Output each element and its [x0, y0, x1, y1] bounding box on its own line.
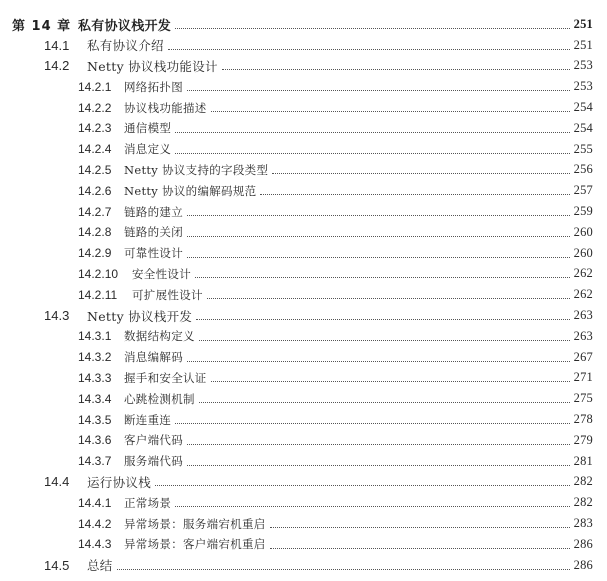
- page-number: 259: [573, 204, 593, 219]
- section-number: 14.2.1: [78, 79, 112, 94]
- section-title: Netty 协议支持的字段类型: [124, 162, 269, 177]
- page-number: 251: [573, 37, 593, 52]
- dot-leader: [187, 465, 570, 466]
- page-number: 271: [573, 370, 593, 385]
- section-number: 14.2.7: [78, 204, 112, 219]
- dot-leader: [168, 49, 570, 50]
- page-number: 278: [573, 412, 593, 427]
- dot-leader: [270, 527, 570, 528]
- toc-subsection-row[interactable]: [0, 139, 607, 160]
- toc-section-row[interactable]: [0, 35, 607, 56]
- toc-subsection-row[interactable]: [0, 513, 607, 534]
- section-number: 14.2.6: [78, 183, 112, 198]
- toc-chapter-heading[interactable]: [0, 14, 607, 35]
- section-number: 14.2: [44, 58, 70, 74]
- page-number: 260: [573, 245, 593, 260]
- dot-leader: [270, 548, 570, 549]
- toc-subsection-row[interactable]: [0, 222, 607, 243]
- toc-section-row[interactable]: [0, 305, 607, 326]
- section-title: 链路的关闭: [124, 225, 183, 240]
- section-number: 14.4.1: [78, 495, 112, 510]
- toc-subsection-row[interactable]: [0, 118, 607, 139]
- page-number: 263: [573, 328, 593, 343]
- dot-leader: [175, 132, 569, 133]
- dot-leader: [175, 153, 569, 154]
- page-number: 286: [573, 536, 593, 551]
- section-title: 客户端代码: [124, 433, 183, 448]
- section-title: 私有协议介绍: [87, 38, 164, 54]
- section-number: 14.1: [44, 37, 70, 53]
- toc-subsection-row[interactable]: [0, 430, 607, 451]
- section-title: 通信模型: [124, 121, 172, 136]
- dot-leader: [187, 361, 570, 362]
- section-number: 14.2.11: [78, 287, 118, 302]
- section-number: 14.2.2: [78, 100, 112, 115]
- section-number: 14.3.1: [78, 329, 112, 344]
- page-number: 267: [573, 349, 593, 364]
- section-number: 14.3.5: [78, 412, 112, 427]
- dot-leader: [187, 236, 570, 237]
- dot-leader: [199, 402, 570, 403]
- chapter-title: 私有协议栈开发: [78, 18, 172, 34]
- toc-section-row[interactable]: [0, 555, 607, 576]
- dot-leader: [117, 569, 570, 570]
- page-number: 262: [573, 266, 593, 281]
- dot-leader: [211, 381, 570, 382]
- section-number: 14.4.2: [78, 516, 112, 531]
- dot-leader: [196, 319, 569, 320]
- page-number: 253: [573, 58, 593, 73]
- dot-leader: [260, 194, 569, 195]
- section-title: 消息定义: [124, 142, 172, 157]
- section-title: 消息编解码: [124, 350, 183, 365]
- page-number: 286: [573, 557, 593, 572]
- section-title: Netty 协议栈开发: [87, 308, 193, 324]
- dot-leader: [272, 173, 569, 174]
- toc-subsection-row[interactable]: [0, 264, 607, 285]
- section-number: 14.3.6: [78, 433, 112, 448]
- toc-section-row[interactable]: [0, 56, 607, 77]
- section-title: Netty 协议栈功能设计: [87, 58, 218, 74]
- page-number: 256: [573, 162, 593, 177]
- chapter-number: 第 14 章: [12, 18, 72, 34]
- page-number: 254: [573, 100, 593, 115]
- dot-leader: [222, 69, 570, 70]
- table-of-contents: [0, 14, 607, 576]
- section-title: 总结: [87, 558, 113, 574]
- toc-subsection-row[interactable]: [0, 388, 607, 409]
- page-number: 282: [573, 495, 593, 510]
- dot-leader: [187, 215, 570, 216]
- toc-subsection-row[interactable]: [0, 409, 607, 430]
- section-title: 协议栈功能描述: [124, 100, 207, 115]
- section-number: 14.3.7: [78, 454, 112, 469]
- toc-subsection-row[interactable]: [0, 76, 607, 97]
- page-number: 260: [573, 224, 593, 239]
- page-number: 281: [573, 453, 593, 468]
- dot-leader: [155, 485, 570, 486]
- dot-leader: [187, 90, 570, 91]
- toc-section-row[interactable]: [0, 472, 607, 493]
- section-title: 心跳检测机制: [124, 391, 195, 406]
- dot-leader: [187, 444, 570, 445]
- toc-subsection-row[interactable]: [0, 243, 607, 264]
- section-title: 可靠性设计: [124, 246, 183, 261]
- section-number: 14.2.3: [78, 121, 112, 136]
- section-number: 14.4.3: [78, 537, 112, 552]
- section-title: 断连重连: [124, 412, 172, 427]
- section-number: 14.4: [44, 474, 70, 490]
- section-title: 异常场景：服务端宕机重启: [124, 516, 266, 531]
- page-number: 279: [573, 432, 593, 447]
- section-number: 14.2.5: [78, 162, 112, 177]
- section-number: 14.2.9: [78, 246, 112, 261]
- page-number: 254: [573, 120, 593, 135]
- toc-subsection-row[interactable]: [0, 368, 607, 389]
- section-title: 运行协议栈: [87, 474, 152, 490]
- dot-leader: [175, 423, 569, 424]
- page-number: 253: [573, 79, 593, 94]
- section-title: Netty 协议的编解码规范: [124, 183, 257, 198]
- dot-leader: [187, 257, 570, 258]
- page-number: 282: [573, 474, 593, 489]
- section-title: 服务端代码: [124, 454, 183, 469]
- page-number: 263: [573, 308, 593, 323]
- toc-subsection-row[interactable]: [0, 326, 607, 347]
- section-title: 握手和安全认证: [124, 370, 207, 385]
- section-title: 正常场景: [124, 495, 172, 510]
- section-title: 网络拓扑图: [124, 79, 183, 94]
- page-number: 262: [573, 287, 593, 302]
- page-number: 283: [573, 516, 593, 531]
- page-number: 255: [573, 141, 593, 156]
- section-number: 14.3.4: [78, 391, 112, 406]
- toc-subsection-row[interactable]: [0, 160, 607, 181]
- section-title: 异常场景：客户端宕机重启: [124, 537, 266, 552]
- dot-leader: [175, 28, 570, 29]
- section-title: 安全性设计: [132, 266, 191, 281]
- toc-subsection-row[interactable]: [0, 534, 607, 555]
- section-number: 14.3: [44, 308, 70, 324]
- page-number: 257: [573, 183, 593, 198]
- section-title: 链路的建立: [124, 204, 183, 219]
- section-number: 14.2.4: [78, 142, 112, 157]
- toc-subsection-row[interactable]: [0, 451, 607, 472]
- toc-subsection-row[interactable]: [0, 284, 607, 305]
- section-title: 数据结构定义: [124, 329, 195, 344]
- dot-leader: [211, 111, 570, 112]
- dot-leader: [199, 340, 570, 341]
- dot-leader: [195, 277, 570, 278]
- toc-entries: [0, 35, 607, 576]
- section-number: 14.2.8: [78, 225, 112, 240]
- section-number: 14.3.3: [78, 370, 112, 385]
- toc-subsection-row[interactable]: [0, 492, 607, 513]
- toc-subsection-row[interactable]: [0, 97, 607, 118]
- section-number: 14.5: [44, 557, 70, 573]
- toc-subsection-row[interactable]: [0, 201, 607, 222]
- section-title: 可扩展性设计: [132, 287, 203, 302]
- dot-leader: [175, 506, 569, 507]
- toc-subsection-row[interactable]: [0, 347, 607, 368]
- page-number: 251: [573, 16, 593, 31]
- section-number: 14.3.2: [78, 350, 112, 365]
- toc-subsection-row[interactable]: [0, 180, 607, 201]
- page-number: 275: [573, 391, 593, 406]
- section-number: 14.2.10: [78, 266, 119, 281]
- dot-leader: [207, 298, 570, 299]
